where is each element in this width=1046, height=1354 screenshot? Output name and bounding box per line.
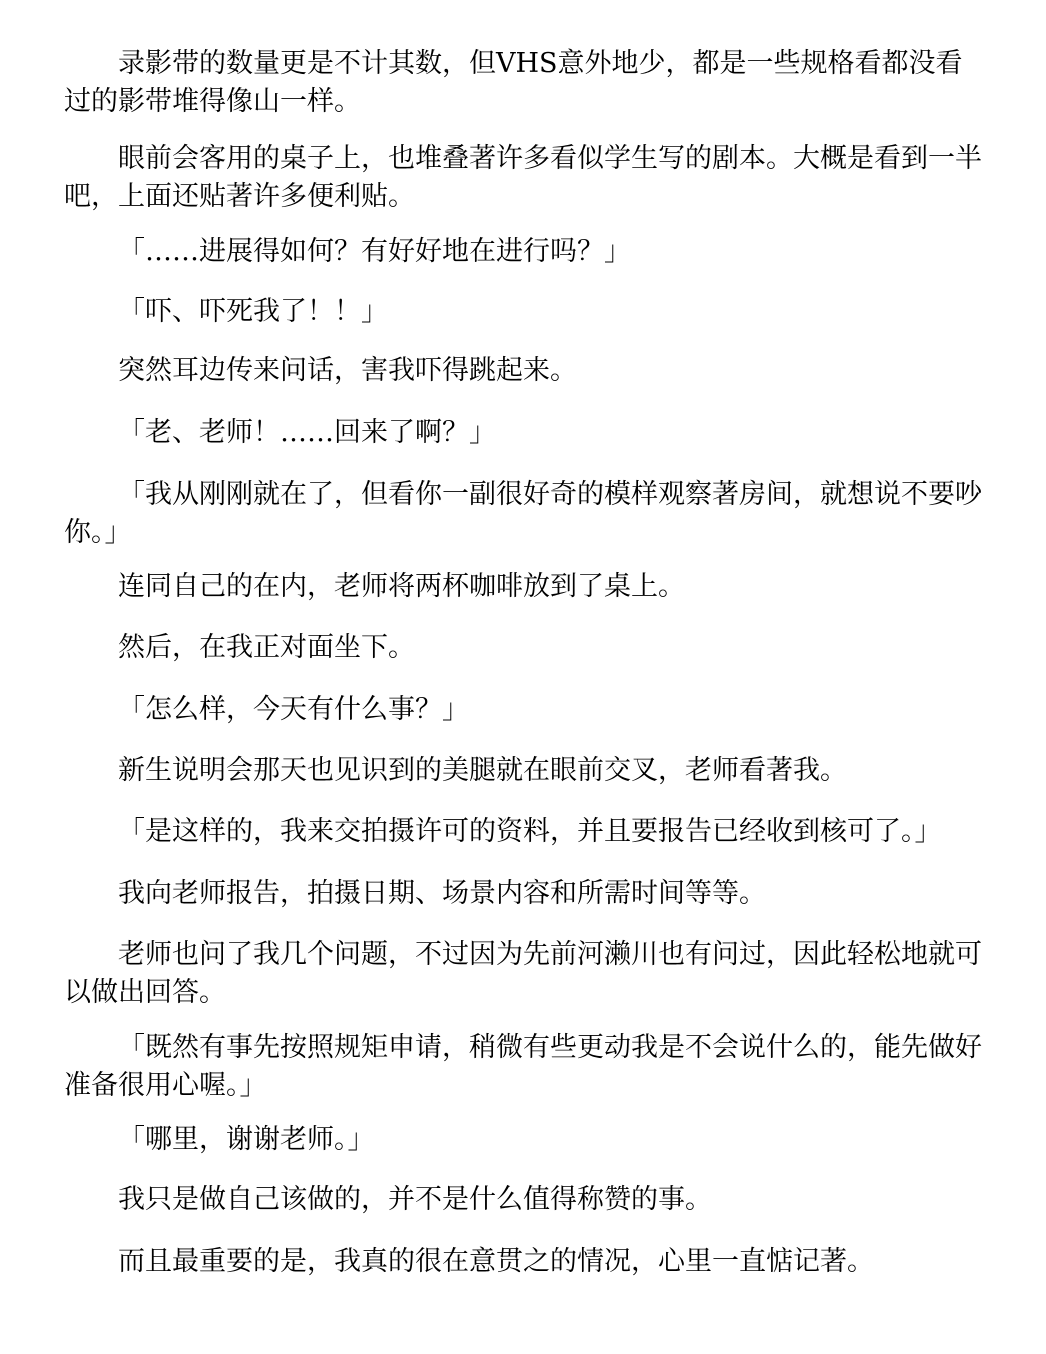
paragraph-2: 眼前会客用的桌子上，也堆叠著许多看似学生写的剧本。大概是看到一半吧，上面还贴著许多便利贴。 xyxy=(64,143,982,212)
paragraph-15: 「既然有事先按照规矩申请，稍微有些更动我是不会说什么的，能先做好准备很用心喔。」 xyxy=(64,1032,982,1101)
paragraph-4: 「吓、吓死我了！！」 xyxy=(118,296,388,327)
paragraph-12: 「是这样的，我来交拍摄许可的资料，并且要报告已经收到核可了。」 xyxy=(118,816,942,847)
paragraph-5: 突然耳边传来问话，害我吓得跳起来。 xyxy=(118,355,577,386)
paragraph-18: 而且最重要的是，我真的很在意贯之的情况，心里一直惦记著。 xyxy=(118,1246,874,1277)
paragraph-10: 「怎么样，今天有什么事？」 xyxy=(118,694,469,725)
paragraph-8: 连同自己的在内，老师将两杯咖啡放到了桌上。 xyxy=(118,571,685,602)
paragraph-6: 「老、老师！……回来了啊？」 xyxy=(118,417,496,448)
paragraph-7: 「我从刚刚就在了，但看你一副很好奇的模样观察著房间，就想说不要吵你。」 xyxy=(64,479,982,548)
paragraph-14: 老师也问了我几个问题，不过因为先前河濑川也有问过，因此轻松地就可以做出回答。 xyxy=(64,939,982,1008)
paragraph-17: 我只是做自己该做的，并不是什么值得称赞的事。 xyxy=(118,1184,712,1215)
paragraph-3: 「……进展得如何？有好好地在进行吗？」 xyxy=(118,236,631,267)
paragraph-9: 然后，在我正对面坐下。 xyxy=(118,632,415,663)
paragraph-13: 我向老师报告，拍摄日期、场景内容和所需时间等等。 xyxy=(118,878,766,909)
paragraph-16: 「哪里，谢谢老师。」 xyxy=(118,1124,375,1155)
paragraph-1: 录影带的数量更是不计其数，但VHS意外地少，都是一些规格看都没看过的影带堆得像山一样。 xyxy=(64,48,963,117)
paragraph-11: 新生说明会那天也见识到的美腿就在眼前交叉，老师看著我。 xyxy=(118,755,847,786)
